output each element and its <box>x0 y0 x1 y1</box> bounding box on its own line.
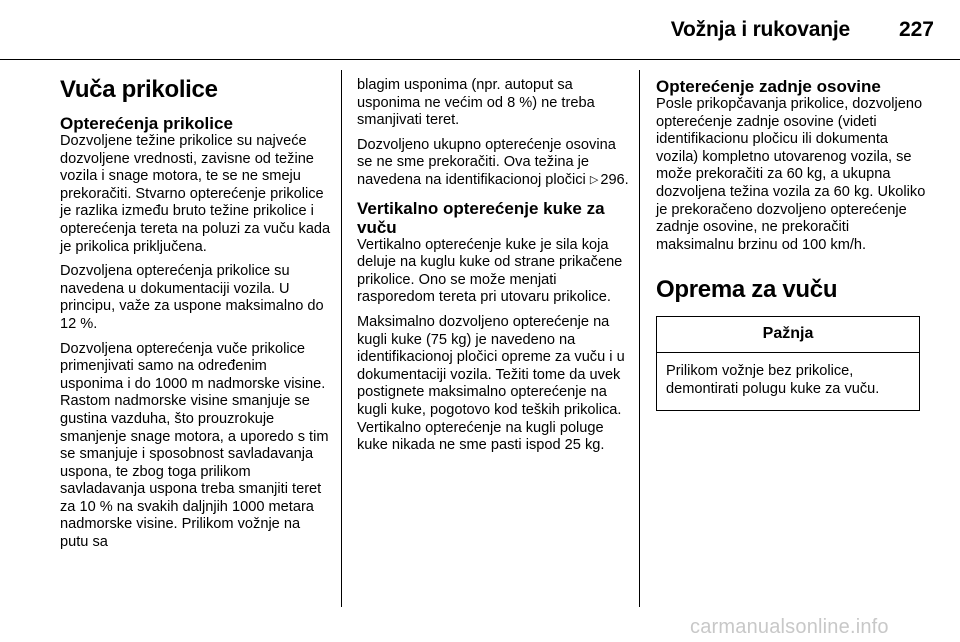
paragraph: Dozvoljena opterećenja vuče prikolice primenjivati samo na određenim usponima i do 1000 m nadmorske visine. Rastom nadmorske visine smanjuje se gustina vazduha, što prouzrokuje smanjenje snage motora, a uporedo s tim se smanjuje i sposobnost savladavanja uspona, te zbog toga prilikom savladavanja uspona treba smanjiti teret za 10 % na svakih daljnjih 1000 metara nadmorske visine. Prilikom vožnje na putu sa <box>60 340 329 551</box>
caution-box <box>656 316 920 411</box>
column-divider-1 <box>341 70 342 607</box>
paragraph: Maksimalno dozvoljeno opterećenje na kugli kuke (75 kg) je navedeno na identifikacionoj pločici opreme za vuču i u dokumentaciji vozila. Težiti tome da uvek postignete maksimalno opterećenje na kugli kuke, pogotovo kod teških prikolica. Vertikalno opterećenje na kugli poluge kuke nikada ne sme pasti ispod 25 kg. <box>357 313 625 454</box>
chapter-title: Vožnja i rukovanje <box>670 18 850 41</box>
paragraph: Posle prikopčavanja prikolice, dozvoljeno opterećenje zadnje osovine (videti identifikacionu pločicu ili dokumenta vozila) kompletno utovarenog vozila, se može prekoračiti za 60 kg, a ukupna dozvoljena težina vozila za 60 kg. Ukoliko je prekoračeno dozvoljeno opterećenje zadnje osovine, ne prekoračiti maksimalnu brzinu od 100 km/h. <box>656 96 926 253</box>
page-number: 227 <box>898 18 934 41</box>
section-title-trailer-towing: Vuča prikolice <box>60 76 218 103</box>
paragraph <box>357 137 629 190</box>
paragraph: blagim usponima (npr. autoput sa usponima ne većim od 8 %) ne treba smanjivati teret. <box>357 77 595 129</box>
section-title-towing-equipment: Oprema za vuču <box>656 276 838 304</box>
paragraph: Dozvoljena opterećenja prikolice su navedena u dokumentaciji vozila. U principu, važe za uspone maksimalno do 12 %. <box>60 263 324 332</box>
page-header <box>0 14 960 54</box>
column-2 <box>357 77 629 462</box>
paragraph: Vertikalno opterećenje kuke je sila koja deluje na kuglu kuke od strane prikačene prikolice. Ono se može menjati rasporedom tereta pri utovaru prikolice. <box>357 236 623 306</box>
caution-title: Pažnja <box>657 317 919 353</box>
subsection-rear-axle-load: Opterećenje zadnje osovine <box>656 77 881 96</box>
caution-text: Prilikom vožnje bez prikolice, demontirati polugu kuke za vuču. <box>666 362 880 397</box>
page-reference-arrow-icon: ▷ <box>589 173 599 186</box>
subsection-vertical-coupling-load: Vertikalno opterećenje kuke za vuču <box>357 198 605 237</box>
subsection-trailer-loads: Opterećenja prikolice <box>60 114 233 133</box>
column-divider-2 <box>639 70 640 607</box>
paragraph: Dozvoljene težine prikolice su najveće dozvoljene vrednosti, zavisne od težine vozila i snage motora, te se ne smeju prekoračiti. Stvarno opterećenje prikolice je razlika između bruto težine prikolice i opterećenja tereta na poluzi za vuču kada je prikolica priključena. <box>60 133 331 255</box>
watermark: carmanualsonline.info <box>690 616 889 638</box>
header-divider <box>0 59 960 60</box>
column-3 <box>656 77 928 411</box>
paragraph-text: Dozvoljeno ukupno opterećenje osovina se ne sme prekoračiti. Ova težina je navedena na identifikacionoj pločici <box>357 136 616 188</box>
page-reference-link[interactable]: 296. <box>600 171 629 188</box>
column-1 <box>60 76 332 559</box>
